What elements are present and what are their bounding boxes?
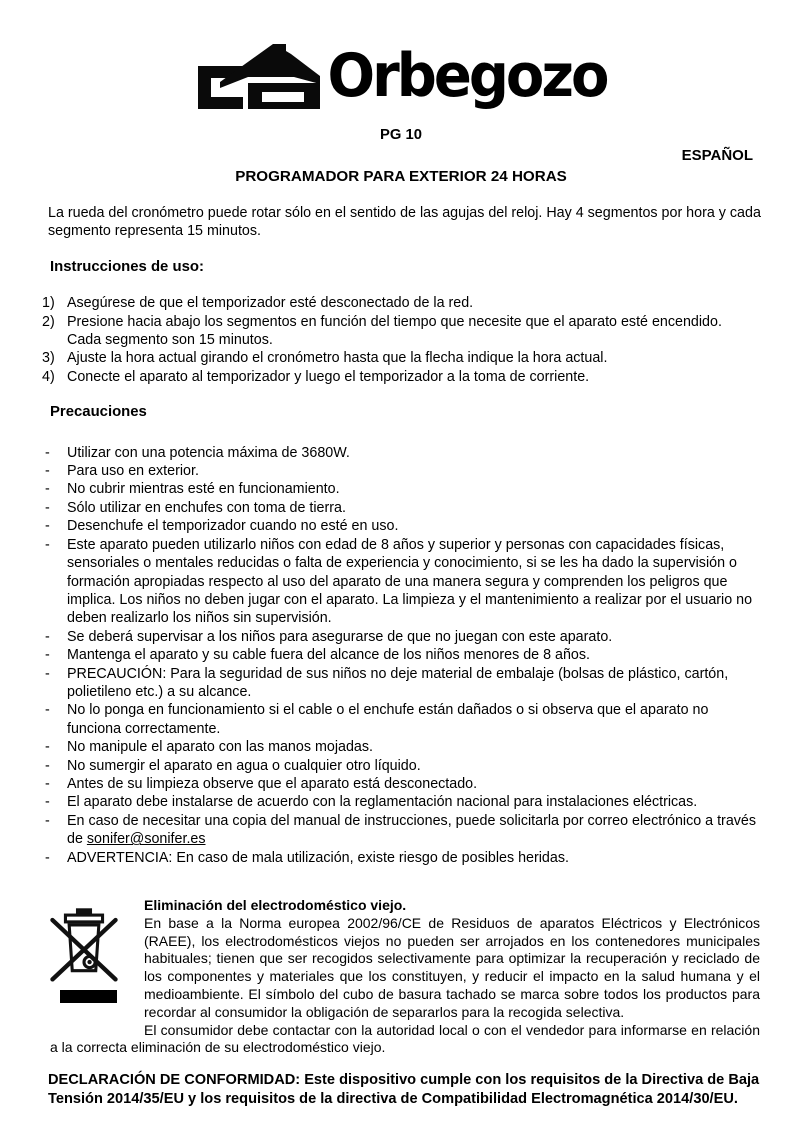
item-text — [67, 812, 762, 849]
dash-bullet: - — [45, 794, 50, 811]
item-text: ADVERTENCIA: En caso de mala utilización, existe riesgo de posibles heridas. — [67, 849, 569, 866]
dash-bullet: - — [45, 775, 50, 792]
item-text: El aparato debe instalarse de acuerdo con la reglamentación nacional para instalaciones eléctricas. — [67, 794, 698, 811]
weee-crossed-bin-icon — [50, 906, 118, 986]
dash-bullet: - — [45, 702, 50, 719]
precaution-item — [45, 849, 762, 867]
item-text: Para uso en exterior. — [67, 463, 199, 480]
model-number: PG 10 — [380, 127, 422, 143]
precaution-item-email — [45, 812, 762, 849]
email-link[interactable]: sonifer@sonifer.es — [86, 831, 206, 848]
document-title: PROGRAMADOR PARA EXTERIOR 24 HORAS — [235, 168, 567, 185]
brand-logo — [0, 0, 802, 110]
dash-bullet: - — [45, 628, 50, 645]
item-text: Mantenga el aparato y su cable fuera del alcance de los niños menores de 8 años. — [67, 647, 590, 664]
item-text: No lo ponga en funcionamiento si el cable o el enchufe están dañados o si observa que el aparato no funciona correctamente. — [67, 702, 709, 737]
precautions-heading: Precauciones — [50, 404, 147, 421]
precaution-item — [45, 628, 762, 646]
precaution-item — [45, 480, 762, 498]
dash-bullet: - — [45, 444, 50, 461]
dash-bullet: - — [45, 849, 50, 866]
item-text: Antes de su limpieza observe que el aparato está desconectado. — [67, 775, 478, 792]
item-number: 2) — [42, 313, 55, 330]
dash-bullet: - — [45, 536, 50, 553]
intro-paragraph: La rueda del cronómetro puede rotar sólo en el sentido de las agujas del reloj. Hay 4 segmentos por hora y cada segmento representa 15 minutos. — [48, 205, 761, 240]
orbegozo-house-icon — [196, 38, 322, 110]
precaution-item — [45, 499, 762, 517]
item-text: Conecte el aparato al temporizador y luego el temporizador a la toma de corriente. — [67, 368, 590, 385]
dash-bullet: - — [45, 499, 50, 516]
item-text: Presione hacia abajo los segmentos en función del tiempo que necesite que el aparato esté encendido. Cada segmento son 15 minutos. — [67, 313, 722, 349]
item-text: Utilizar con una potencia máxima de 3680W. — [67, 444, 350, 461]
weee-black-bar — [60, 990, 117, 1003]
precaution-item — [45, 738, 762, 756]
item-text: Ajuste la hora actual girando el cronómetro hasta que la flecha indique la hora actual. — [67, 350, 608, 367]
weee-symbol — [50, 897, 120, 1035]
dash-bullet: - — [45, 739, 50, 756]
dash-bullet: - — [45, 463, 50, 480]
precaution-item — [45, 646, 762, 664]
disposal-body2: El consumidor debe contactar con la autoridad local o con el vendedor para informarse en relación a la correcta eliminación de su electrodoméstico viejo. — [50, 1021, 760, 1056]
item-number: 4) — [42, 368, 55, 385]
dash-bullet: - — [45, 757, 50, 774]
item-text: No sumergir el aparato en agua o cualquier otro líquido. — [67, 757, 421, 774]
item-text: PRECAUCIÓN: Para la seguridad de sus niños no deje material de embalaje (bolsas de plástico, cartón, polietileno etc.) a su alcance. — [67, 665, 729, 700]
item-text: Sólo utilizar en enchufes con toma de tierra. — [67, 499, 346, 516]
dash-bullet: - — [45, 518, 50, 535]
precautions-list — [45, 444, 762, 867]
precaution-item — [45, 757, 762, 775]
conformity-statement: DECLARACIÓN DE CONFORMIDAD: Este dispositivo cumple con los requisitos de la Directiva de Baja Tensión 2014/35/EU y los requisitos de la directiva de Compatibilidad Electromagnética 2014/30/EU. — [48, 1072, 760, 1108]
dash-bullet: - — [45, 665, 50, 682]
precaution-item — [45, 775, 762, 793]
item-number: 3) — [42, 350, 55, 367]
precaution-item — [45, 665, 762, 702]
disposal-heading: Eliminación del electrodoméstico viejo. — [144, 897, 407, 913]
instruction-item — [42, 368, 760, 386]
dash-bullet: - — [45, 647, 50, 664]
precaution-item — [45, 462, 762, 480]
disposal-body: En base a la Norma europea 2002/96/CE de Residuos de aparatos Eléctricos y Electrónicos (RAEE), los electrodomésticos viejos no pueden ser arrojados en los contenedores municipales habituales; tienen que ser recogidos selectivamente para optimizar la recuperación y reciclado de los componentes y materiales que los constituyen, y reducir el impacto en la salud humana y el medioambiente. El símbolo del cubo de basura tachado se marca sobre todos los productos para recordar al consumidor la obligación de separarlos para la recogida selectiva. — [144, 914, 760, 1020]
email-prefix-text: En caso de necesitar una copia del manual de instrucciones, puede solicitarla por correo electrónico a través de — [67, 812, 757, 848]
language-label: ESPAÑOL — [681, 147, 753, 164]
precaution-item — [45, 536, 762, 628]
precaution-item — [45, 701, 762, 738]
item-text: No cubrir mientras esté en funcionamiento. — [67, 481, 340, 498]
precaution-item — [45, 444, 762, 462]
instruction-item — [42, 313, 760, 350]
dash-bullet: - — [45, 481, 50, 498]
precaution-item — [45, 793, 762, 811]
dash-bullet: - — [45, 812, 50, 829]
instructions-list — [42, 294, 760, 386]
disposal-section — [50, 897, 760, 1057]
item-text: Este aparato pueden utilizarlo niños con edad de 8 años y superior y personas con capacidades físicas, sensoriales o mentales reducidas o falta de experiencia y conocimiento, si se les ha dado la supervisión o formación apropiadas respecto al uso del aparato de una manera segura y comprenden los peligros que implica. Los niños no deben jugar con el aparato. La limpieza y el mantenimiento a realizar por el usuario no deben realizarlo los niños sin supervisión. — [67, 536, 753, 627]
item-text: Desenchufe el temporizador cuando no esté en uso. — [67, 518, 399, 535]
brand-wordmark: Orbegozo — [327, 42, 607, 112]
item-text: Asegúrese de que el temporizador esté desconectado de la red. — [67, 295, 474, 312]
item-text: No manipule el aparato con las manos mojadas. — [67, 739, 373, 756]
item-number: 1) — [42, 295, 55, 312]
instruction-item — [42, 294, 760, 312]
precaution-item — [45, 517, 762, 535]
instructions-heading: Instrucciones de uso: — [50, 258, 204, 275]
instruction-item — [42, 349, 760, 367]
item-text: Se deberá supervisar a los niños para asegurarse de que no juegan con este aparato. — [67, 628, 613, 645]
